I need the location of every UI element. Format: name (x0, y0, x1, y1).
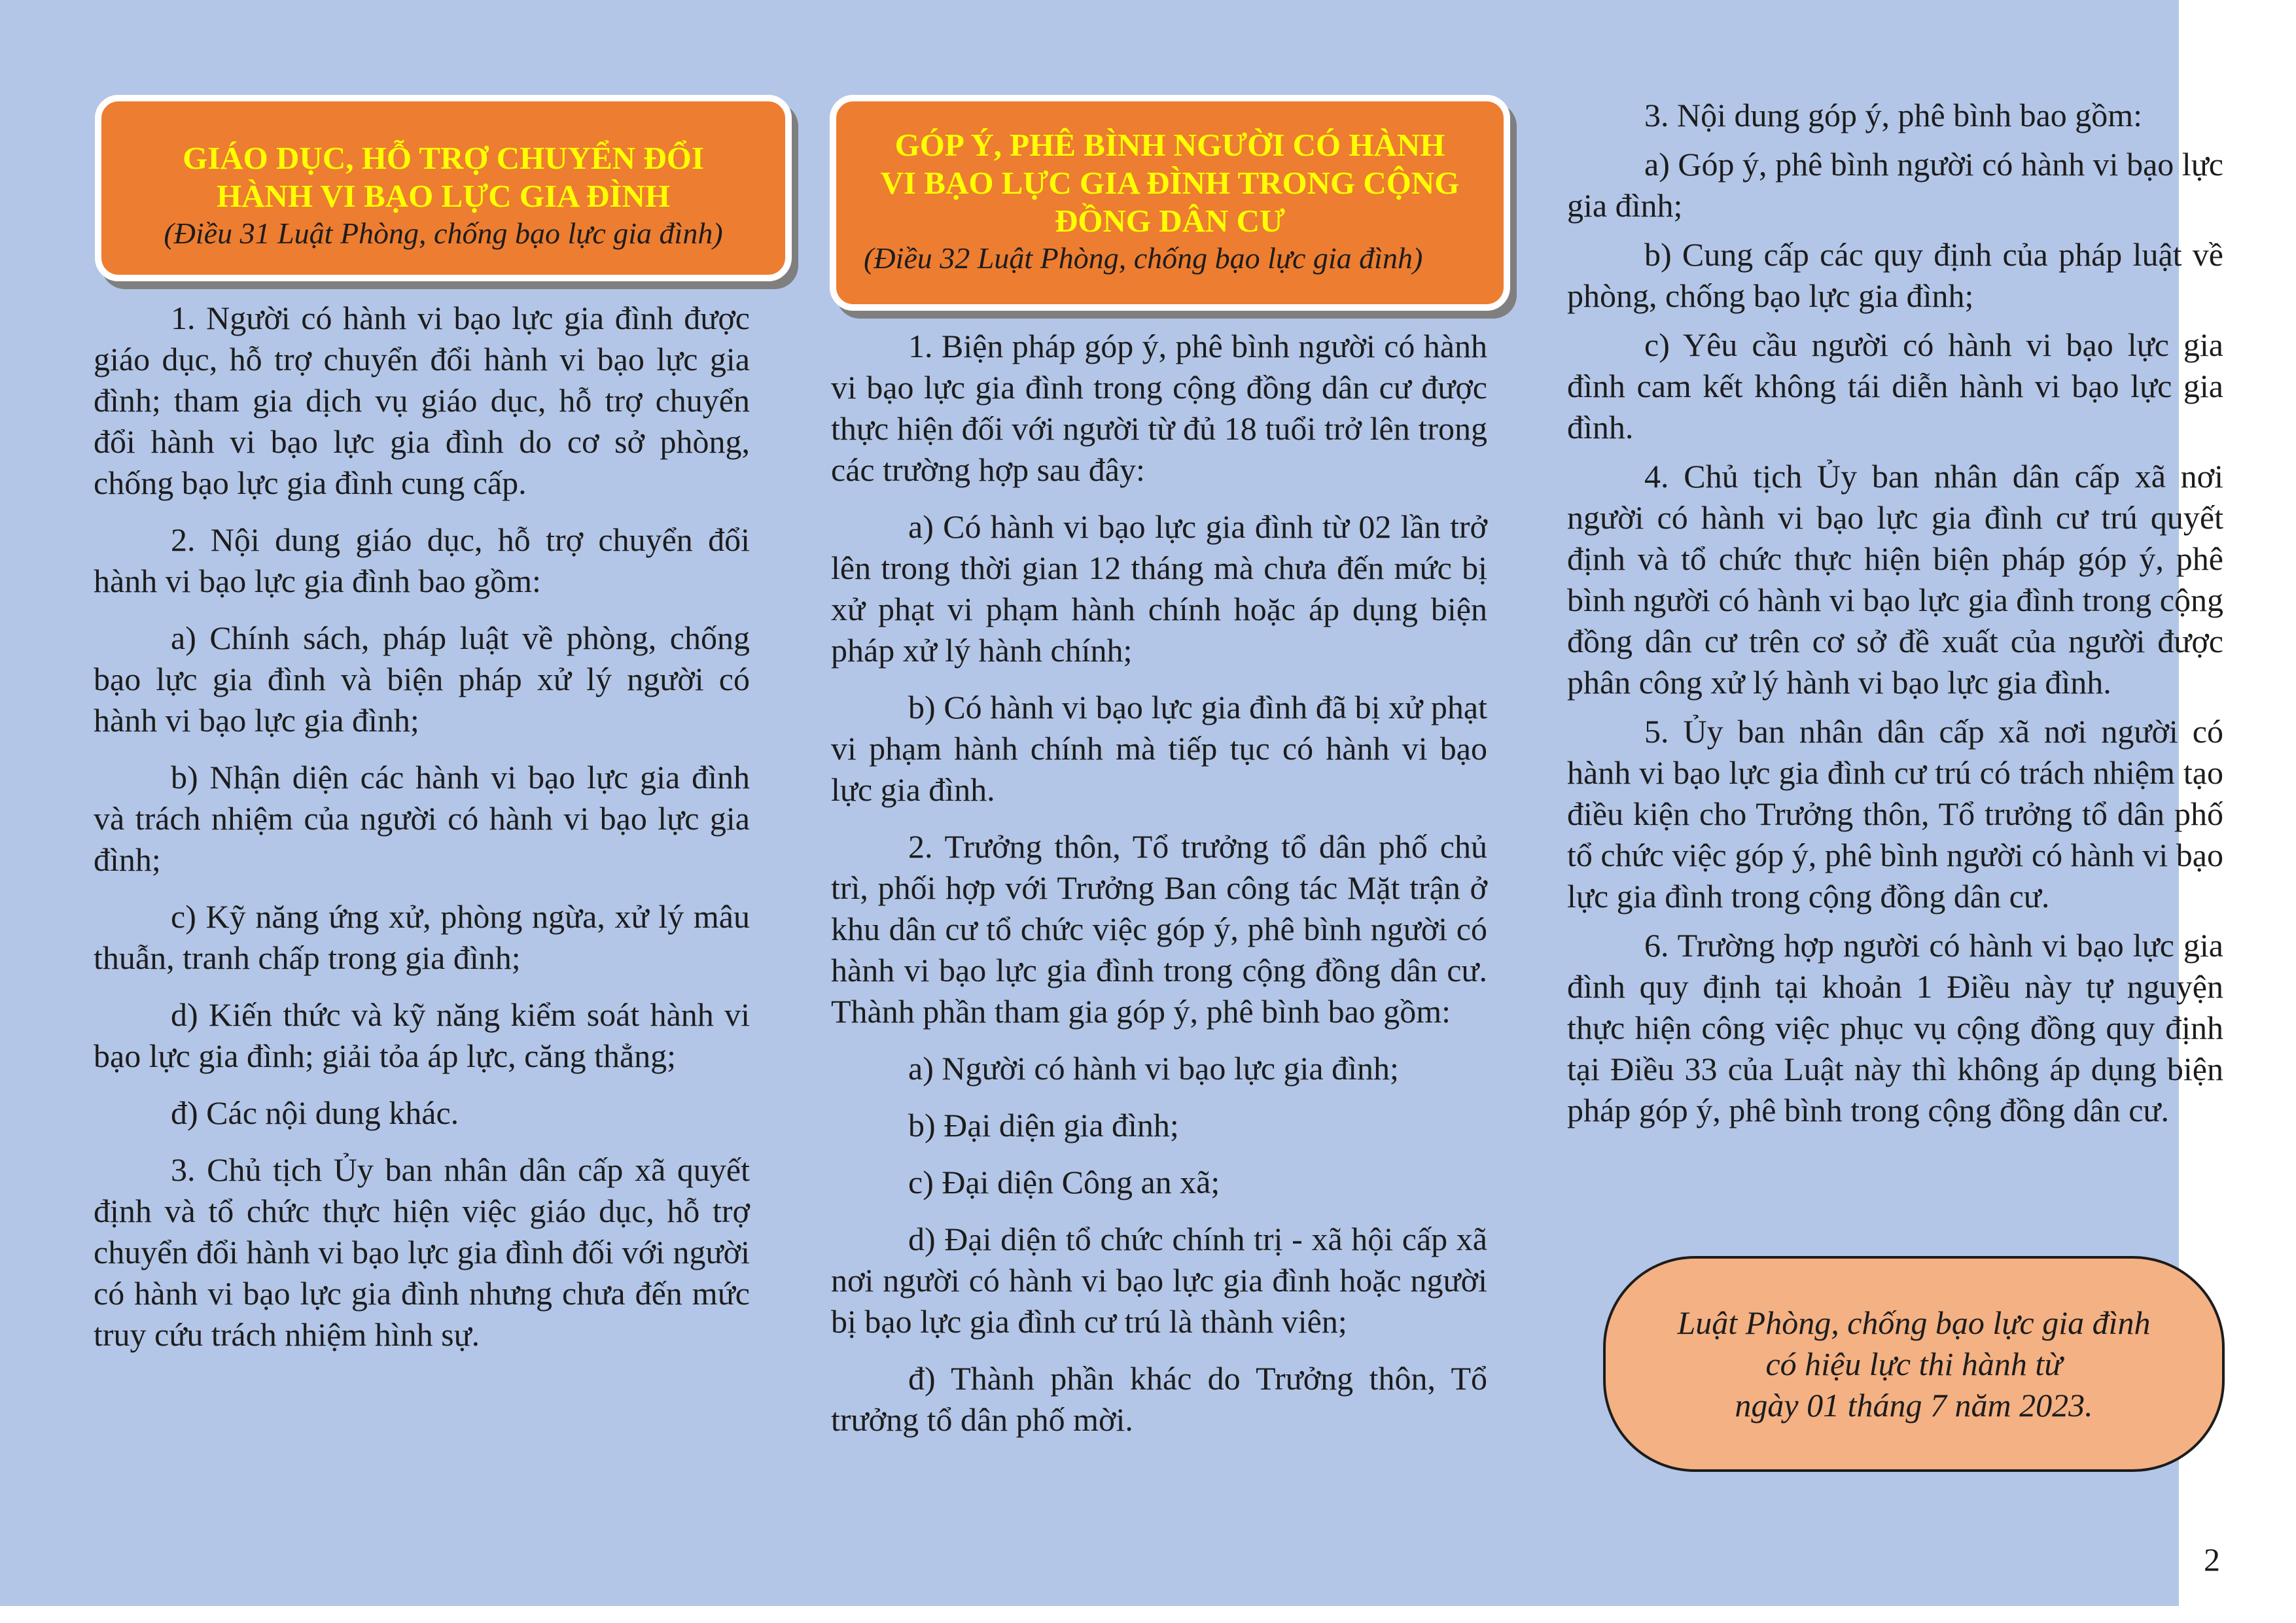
paragraph: b) Có hành vi bạo lực gia đình đã bị xử phạt vi phạm hành chính mà tiếp tục có hành vi bạo lực gia đình. (831, 689, 1487, 808)
note-line: Luật Phòng, chống bạo lực gia đình (1677, 1304, 2151, 1341)
paragraph: d) Đại diện tổ chức chính trị - xã hội cấp xã nơi người có hành vi bạo lực gia đình hoặc người bị bạo lực gia đình cư trú là thành viên; (831, 1221, 1487, 1340)
section-subtitle: (Điều 32 Luật Phòng, chống bạo lực gia đình) (864, 241, 1423, 275)
paragraph: 3. Nội dung góp ý, phê bình bao gồm: (1644, 97, 2143, 133)
paragraph: 6. Trường hợp người có hành vi bạo lực gia đình quy định tại khoản 1 Điều này tự nguyện thực hiện công việc phục vụ cộng đồng quy định tại Điều 33 của Luật này thì không áp dụng biện pháp góp ý, phê bình trong cộng đồng dân cư. (1567, 927, 2223, 1128)
paragraph: 5. Ủy ban nhân dân cấp xã nơi người có hành vi bạo lực gia đình cư trú có trách nhiệm tạo điều kiện cho Trưởng thôn, Tổ trưởng tổ dân phố tổ chức việc góp ý, phê bình người có hành vi bạo lực gia đình trong cộng đồng dân cư. (1567, 713, 2223, 915)
paragraph: đ) Các nội dung khác. (171, 1094, 459, 1131)
effective-date-note (1603, 1256, 2225, 1472)
paragraph: c) Đại diện Công an xã; (908, 1164, 1220, 1200)
paragraph: c) Kỹ năng ứng xử, phòng ngừa, xử lý mâu thuẫn, tranh chấp trong gia đình; (94, 898, 750, 976)
paragraph: a) Góp ý, phê bình người có hành vi bạo lực gia đình; (1567, 146, 2223, 224)
paragraph: a) Người có hành vi bạo lực gia đình; (908, 1050, 1399, 1087)
paragraph: 2. Nội dung giáo dục, hỗ trợ chuyển đổi hành vi bạo lực gia đình bao gồm: (94, 521, 750, 599)
paragraph: d) Kiến thức và kỹ năng kiểm soát hành vi bạo lực gia đình; giải tỏa áp lực, căng thẳng; (94, 996, 750, 1074)
paragraph: 3. Chủ tịch Ủy ban nhân dân cấp xã quyết định và tổ chức thực hiện việc giáo dục, hỗ trợ chuyển đổi hành vi bạo lực gia đình đối với người có hành vi bạo lực gia đình nhưng chưa đến mức truy cứu trách nhiệm hình sự. (94, 1151, 750, 1353)
page-number: 2 (2204, 1541, 2220, 1578)
paragraph: b) Nhận diện các hành vi bạo lực gia đình và trách nhiệm của người có hành vi bạo lực gia đình; (94, 759, 750, 878)
paragraph: a) Chính sách, pháp luật về phòng, chống bạo lực gia đình và biện pháp xử lý người có hành vi bạo lực gia đình; (94, 620, 750, 739)
column-criticism-continued (1567, 95, 2223, 1139)
paragraph: b) Cung cấp các quy định của pháp luật về phòng, chống bạo lực gia đình; (1567, 236, 2223, 314)
note-line: ngày 01 tháng 7 năm 2023. (1735, 1386, 2093, 1423)
paragraph: 1. Người có hành vi bạo lực gia đình được giáo dục, hỗ trợ chuyển đổi hành vi bạo lực gia đình; tham gia dịch vụ giáo dục, hỗ trợ chuyển đổi hành vi bạo lực gia đình do cơ sở phòng, chống bạo lực gia đình cung cấp. (94, 300, 750, 501)
section-header-criticism (830, 95, 1510, 311)
note-line: có hiệu lực thi hành từ (1765, 1345, 2062, 1382)
section-title-line: GIÁO DỤC, HỖ TRỢ CHUYỂN ĐỔI (183, 140, 704, 176)
paragraph: b) Đại diện gia đình; (908, 1107, 1179, 1143)
paragraph: a) Có hành vi bạo lực gia đình từ 02 lần trở lên trong thời gian 12 tháng mà chưa đến mức bị xử phạt vi phạm hành chính hoặc áp dụng biện pháp xử lý hành chính; (831, 508, 1487, 669)
section-title-line: ĐỒNG DÂN CƯ (1054, 203, 1286, 239)
section-title-line: VI BẠO LỰC GIA ĐÌNH TRONG CỘNG (880, 165, 1460, 201)
section-title-line: GÓP Ý, PHÊ BÌNH NGƯỜI CÓ HÀNH (894, 127, 1445, 163)
column-education (94, 298, 750, 1371)
column-criticism (831, 326, 1487, 1456)
paragraph: c) Yêu cầu người có hành vi bạo lực gia đình cam kết không tái diễn hành vi bạo lực gia đình. (1567, 326, 2223, 445)
paragraph: 4. Chủ tịch Ủy ban nhân dân cấp xã nơi người có hành vi bạo lực gia đình cư trú quyết định và tổ chức thực hiện biện pháp góp ý, phê bình người có hành vi bạo lực gia đình trong cộng đồng dân cư trên cơ sở đề xuất của người được phân công xử lý hành vi bạo lực gia đình. (1567, 458, 2223, 701)
section-header-education (95, 95, 792, 281)
section-subtitle: (Điều 31 Luật Phòng, chống bạo lực gia đình) (164, 217, 723, 250)
section-title-line: HÀNH VI BẠO LỰC GIA ĐÌNH (217, 178, 670, 214)
paragraph: 1. Biện pháp góp ý, phê bình người có hành vi bạo lực gia đình trong cộng đồng dân cư được thực hiện đối với người từ đủ 18 tuổi trở lên trong các trường hợp sau đây: (831, 328, 1487, 488)
paragraph: 2. Trưởng thôn, Tổ trưởng tổ dân phố chủ trì, phối hợp với Trưởng Ban công tác Mặt trận ở khu dân cư tổ chức việc góp ý, phê bình người có hành vi bạo lực gia đình trong cộng đồng dân cư. Thành phần tham gia góp ý, phê bình bao gồm: (831, 828, 1487, 1030)
paragraph: đ) Thành phần khác do Trưởng thôn, Tổ trưởng tổ dân phố mời. (831, 1360, 1487, 1438)
